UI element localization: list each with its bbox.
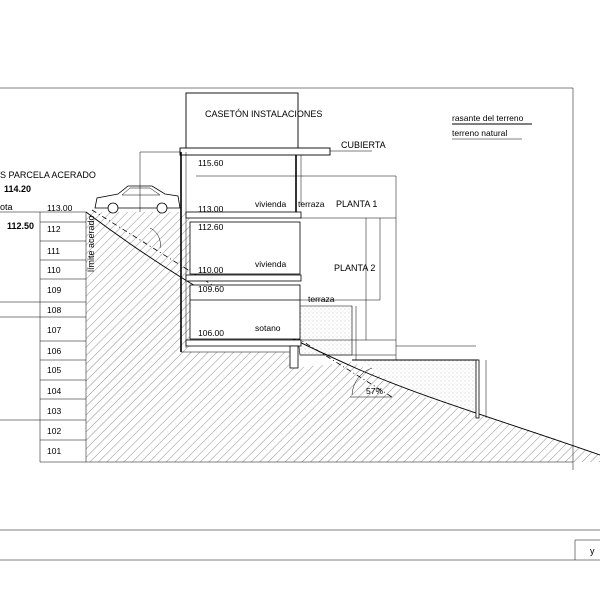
garden-wall <box>476 360 479 418</box>
scale-tick-109: 109 <box>47 285 62 295</box>
terraza-2-label: terraza <box>308 294 335 304</box>
legend-natural: terreno natural <box>452 128 508 138</box>
scale-tick-104: 104 <box>47 386 62 396</box>
planta-1-label: PLANTA 1 <box>336 199 378 209</box>
vivienda-2-label: vivienda <box>255 259 287 269</box>
level-115-60: 115.60 <box>198 158 224 168</box>
cota-word: ota <box>0 202 13 212</box>
vivienda-1-label: vivienda <box>255 199 287 209</box>
level-112-60: 112.60 <box>198 222 224 232</box>
caseton-label: CASETÓN INSTALACIONES <box>205 109 323 119</box>
scale-tick-113: 113.00 <box>47 203 73 213</box>
planta-2-label: PLANTA 2 <box>334 263 376 273</box>
scale-tick-103: 103 <box>47 406 62 416</box>
cota-top: 114.20 <box>4 184 32 194</box>
angle-label: 57% <box>366 386 384 396</box>
legend-rasante: rasante del terreno <box>452 113 524 123</box>
scale-tick-106: 106 <box>47 346 62 356</box>
scale-tick-101: 101 <box>47 446 62 456</box>
limite-acerado-label: límite acerado <box>86 215 96 272</box>
sotano-label: sotano <box>255 323 281 333</box>
level-113-00: 113.00 <box>198 204 224 214</box>
scale-tick-102: 102 <box>47 426 62 436</box>
scale-tick-112: 112 <box>47 224 61 234</box>
scale-tick-107: 107 <box>47 325 62 335</box>
scale-tick-110: 110 <box>47 265 61 275</box>
cota-value: 112.50 <box>7 221 35 231</box>
terraza-1-label: terraza <box>298 199 325 209</box>
level-106-00: 106.00 <box>198 328 224 338</box>
cubierta-label: CUBIERTA <box>341 140 386 150</box>
terrace-fill <box>294 306 352 355</box>
caseton-box <box>186 93 298 150</box>
car-icon <box>95 186 180 213</box>
scale-tick-105: 105 <box>47 365 62 375</box>
level-scale <box>0 203 86 462</box>
cubierta-slab <box>180 148 330 155</box>
level-109-60: 109.60 <box>198 284 224 294</box>
scale-tick-111: 111 <box>47 246 60 256</box>
corner-label: y <box>590 546 595 556</box>
parcela-label: S PARCELA ACERADO <box>0 170 96 180</box>
level-110-00: 110.00 <box>198 265 224 275</box>
scale-tick-108: 108 <box>47 305 62 315</box>
